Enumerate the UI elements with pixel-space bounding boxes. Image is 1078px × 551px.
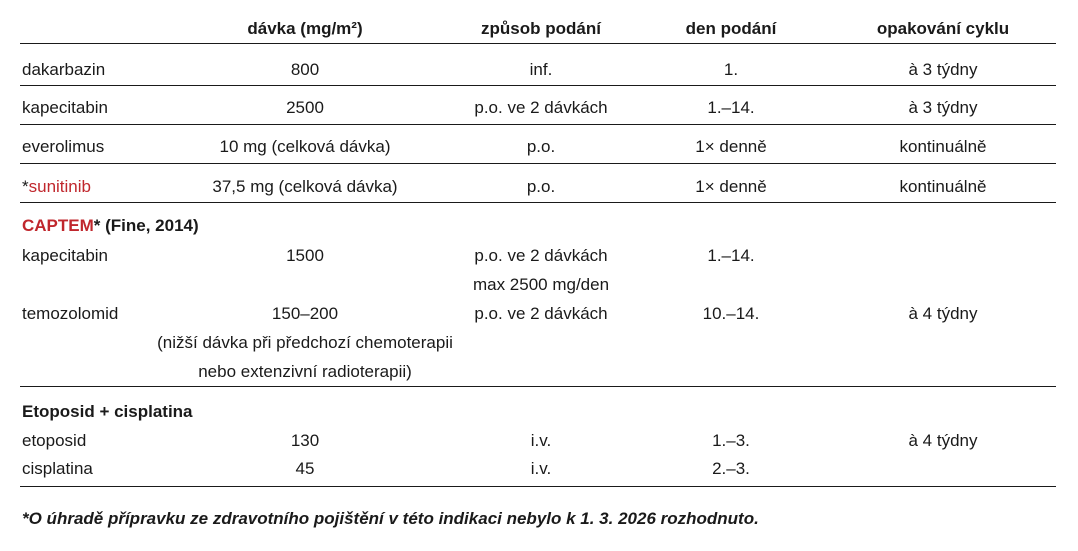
captem-title: CAPTEM xyxy=(22,216,94,235)
row-dose: 37,5 mg (celková dávka) xyxy=(212,177,398,196)
row-route: p.o. xyxy=(526,177,556,196)
row-divider xyxy=(20,163,1056,164)
etoposid-cycle: à 4 týdny xyxy=(908,431,978,450)
row-cycle: kontinuálně xyxy=(899,177,987,196)
row-cycle: à 3 týdny xyxy=(908,60,978,79)
row-drug xyxy=(22,178,91,195)
etoposid-drug1-day: 1.–3. xyxy=(712,431,750,450)
section-title-captem xyxy=(22,217,199,234)
row-day: 1.–14. xyxy=(707,98,755,117)
row-day: 1× denně xyxy=(695,177,767,196)
captem-drug1-day: 1.–14. xyxy=(707,246,755,265)
row-dose: 2500 xyxy=(286,98,324,117)
row-dose: 800 xyxy=(290,60,320,79)
row-drug: kapecitabin xyxy=(22,98,109,117)
row-divider xyxy=(20,85,1056,86)
row-route: p.o. xyxy=(526,137,556,156)
captem-drug2-day: 10.–14. xyxy=(702,304,760,323)
section-divider xyxy=(20,386,1056,387)
captem-dose-note2: nebo extenzivní radioterapii) xyxy=(198,362,412,381)
header-dose: dávka (mg/m²) xyxy=(247,19,363,38)
row-route: inf. xyxy=(529,60,553,79)
etoposid-drug2: cisplatina xyxy=(22,459,93,478)
row-cycle: à 3 týdny xyxy=(908,98,978,117)
table-bottom-divider xyxy=(20,486,1056,487)
captem-drug1-route: p.o. ve 2 dávkách xyxy=(474,246,608,265)
header-divider xyxy=(20,43,1056,44)
captem-drug2: temozolomid xyxy=(22,304,119,323)
footnote: *O úhradě přípravku ze zdravotního pojištění v této indikaci nebylo k 1. 3. 2026 rozhodnuto. xyxy=(22,509,759,528)
header-route: způsob podání xyxy=(481,19,601,38)
etoposid-drug1-route: i.v. xyxy=(530,431,552,450)
captem-drug1: kapecitabin xyxy=(22,246,109,265)
etoposid-drug1: etoposid xyxy=(22,431,87,450)
etoposid-drug1-dose: 130 xyxy=(290,431,320,450)
asterisk-marker: * xyxy=(22,177,29,196)
row-drug: everolimus xyxy=(22,137,105,156)
captem-dose-note1: (nižší dávka při předchozí chemoterapii xyxy=(157,333,453,352)
captem-drug2-dose: 150–200 xyxy=(271,304,339,323)
row-day: 1. xyxy=(723,60,739,79)
etoposid-drug2-route: i.v. xyxy=(530,459,552,478)
captem-cycle: à 4 týdny xyxy=(908,304,978,323)
section-title-etoposid: Etoposid + cisplatina xyxy=(22,402,193,421)
row-route: p.o. ve 2 dávkách xyxy=(474,98,608,117)
row-dose: 10 mg (celková dávka) xyxy=(219,137,391,156)
captem-drug1-route-note: max 2500 mg/den xyxy=(472,275,610,294)
row-divider xyxy=(20,202,1056,203)
etoposid-drug2-day: 2.–3. xyxy=(712,459,750,478)
row-cycle: kontinuálně xyxy=(899,137,987,156)
row-day: 1× denně xyxy=(695,137,767,156)
row-drug: dakarbazin xyxy=(22,60,106,79)
row-divider xyxy=(20,124,1056,125)
drug-name-red: sunitinib xyxy=(28,177,91,196)
header-cycle: opakování cyklu xyxy=(876,19,1010,38)
captem-drug2-route: p.o. ve 2 dávkách xyxy=(474,304,608,323)
captem-title-suffix: * (Fine, 2014) xyxy=(93,216,199,235)
captem-drug1-dose: 1500 xyxy=(286,246,324,265)
etoposid-drug2-dose: 45 xyxy=(295,459,315,478)
header-day: den podání xyxy=(685,19,777,38)
